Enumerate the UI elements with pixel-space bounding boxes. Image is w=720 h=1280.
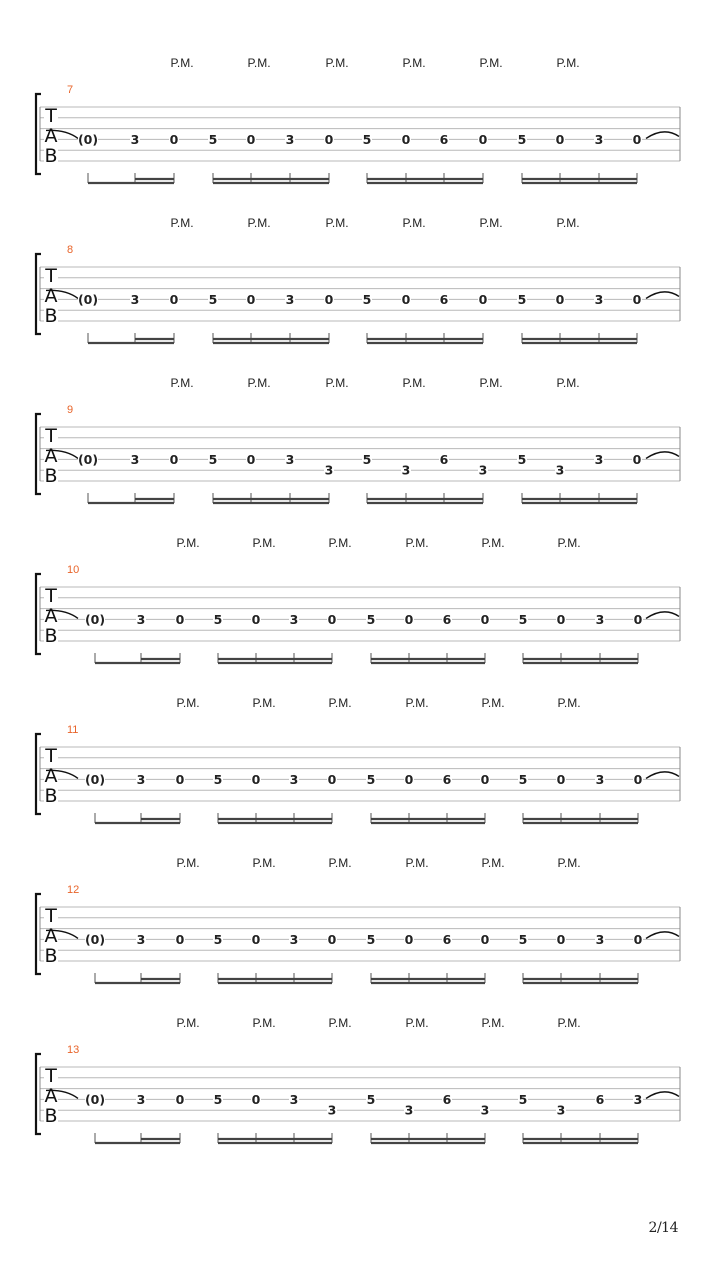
- fret-number: 5: [213, 771, 223, 787]
- fret-number: 5: [366, 771, 376, 787]
- fret-number: 0: [327, 931, 337, 947]
- fret-number: 3: [324, 462, 334, 478]
- fret-number: 0: [175, 771, 185, 787]
- palm-mute-label: P.M.: [328, 696, 352, 710]
- fret-number: 0: [632, 291, 642, 307]
- fret-number: 3: [285, 451, 295, 467]
- fret-number: 0: [169, 291, 179, 307]
- tab-clef-letter: T: [45, 905, 57, 927]
- tab-clef-letter: B: [44, 465, 58, 487]
- palm-mute-label: P.M.: [170, 376, 194, 390]
- fret-number: 5: [362, 451, 372, 467]
- tab-clef-letter: T: [45, 105, 57, 127]
- palm-mute-label: P.M.: [405, 696, 429, 710]
- fret-number: 6: [442, 931, 452, 947]
- fret-number: (0): [84, 1091, 106, 1107]
- palm-mute-label: P.M.: [402, 216, 426, 230]
- fret-number: 6: [439, 451, 449, 467]
- tie-out: [646, 772, 679, 779]
- fret-number: 5: [517, 451, 527, 467]
- tab-clef-letter: A: [44, 125, 58, 147]
- fret-number: 0: [633, 611, 643, 627]
- fret-number: 5: [517, 131, 527, 147]
- palm-mute-label: P.M.: [481, 856, 505, 870]
- tab-clef-letter: B: [44, 1105, 58, 1127]
- fret-number: 0: [169, 451, 179, 467]
- fret-number: 5: [362, 131, 372, 147]
- fret-number: 3: [401, 462, 411, 478]
- fret-number: 0: [478, 131, 488, 147]
- fret-number: 0: [404, 931, 414, 947]
- fret-number: 3: [289, 611, 299, 627]
- tab-clef-letter: B: [44, 785, 58, 807]
- fret-number: 0: [633, 771, 643, 787]
- tab-clef-letter: A: [44, 765, 58, 787]
- fret-number: 3: [478, 462, 488, 478]
- fret-number: 3: [555, 462, 565, 478]
- palm-mute-label: P.M.: [481, 536, 505, 550]
- fret-number: 5: [213, 611, 223, 627]
- fret-number: 3: [136, 771, 146, 787]
- fret-number: 0: [633, 931, 643, 947]
- fret-number: 3: [327, 1102, 337, 1118]
- fret-number: 0: [175, 1091, 185, 1107]
- tie-out: [646, 132, 679, 139]
- fret-number: 3: [136, 1091, 146, 1107]
- palm-mute-label: P.M.: [325, 56, 349, 70]
- fret-number: 5: [518, 1091, 528, 1107]
- palm-mute-label: P.M.: [328, 1016, 352, 1030]
- palm-mute-label: P.M.: [176, 856, 200, 870]
- tab-clef-letter: B: [44, 305, 58, 327]
- palm-mute-label: P.M.: [556, 56, 580, 70]
- palm-mute-label: P.M.: [556, 376, 580, 390]
- fret-number: 3: [289, 771, 299, 787]
- fret-number: (0): [84, 611, 106, 627]
- palm-mute-label: P.M.: [402, 56, 426, 70]
- palm-mute-label: P.M.: [405, 536, 429, 550]
- fret-number: 0: [251, 931, 261, 947]
- fret-number: 0: [478, 291, 488, 307]
- palm-mute-label: P.M.: [479, 56, 503, 70]
- palm-mute-label: P.M.: [247, 216, 271, 230]
- palm-mute-label: P.M.: [176, 536, 200, 550]
- fret-number: (0): [77, 291, 99, 307]
- fret-number: 3: [130, 131, 140, 147]
- fret-number: 3: [136, 931, 146, 947]
- measure-number: 8: [67, 244, 74, 256]
- palm-mute-label: P.M.: [479, 376, 503, 390]
- fret-number: 3: [130, 291, 140, 307]
- palm-mute-label: P.M.: [176, 696, 200, 710]
- fret-number: 3: [289, 931, 299, 947]
- palm-mute-label: P.M.: [405, 1016, 429, 1030]
- fret-number: 0: [169, 131, 179, 147]
- fret-number: 0: [556, 931, 566, 947]
- measure-number: 12: [67, 884, 80, 896]
- fret-number: 5: [366, 931, 376, 947]
- tab-clef-letter: T: [45, 265, 57, 287]
- palm-mute-label: P.M.: [170, 216, 194, 230]
- tab-clef-letter: A: [44, 445, 58, 467]
- page-number: 2/14: [648, 1220, 678, 1236]
- fret-number: 0: [324, 291, 334, 307]
- fret-number: 3: [136, 611, 146, 627]
- tab-clef-letter: A: [44, 925, 58, 947]
- fret-number: 0: [404, 771, 414, 787]
- fret-number: 0: [480, 931, 490, 947]
- fret-number: 0: [401, 131, 411, 147]
- tie-out: [646, 452, 679, 459]
- fret-number: 3: [285, 291, 295, 307]
- fret-number: 3: [480, 1102, 490, 1118]
- palm-mute-label: P.M.: [325, 376, 349, 390]
- tab-clef-letter: B: [44, 145, 58, 167]
- tab-clef-letter: A: [44, 1085, 58, 1107]
- tab-clef-letter: T: [45, 1065, 57, 1087]
- fret-number: 0: [555, 291, 565, 307]
- tie-out: [646, 932, 679, 939]
- fret-number: 5: [518, 771, 528, 787]
- fret-number: 3: [404, 1102, 414, 1118]
- fret-number: 6: [595, 1091, 605, 1107]
- fret-number: 5: [208, 291, 218, 307]
- fret-number: 0: [632, 131, 642, 147]
- fret-number: (0): [84, 771, 106, 787]
- fret-number: 0: [251, 771, 261, 787]
- fret-number: 0: [401, 291, 411, 307]
- fret-number: 5: [213, 931, 223, 947]
- fret-number: 5: [366, 1091, 376, 1107]
- fret-number: 3: [595, 931, 605, 947]
- tie-out: [646, 1092, 679, 1099]
- fret-number: 0: [404, 611, 414, 627]
- fret-number: 3: [285, 131, 295, 147]
- fret-number: 3: [594, 291, 604, 307]
- fret-number: 0: [632, 451, 642, 467]
- fret-number: 3: [130, 451, 140, 467]
- tab-clef-letter: B: [44, 945, 58, 967]
- measure-number: 7: [67, 84, 74, 96]
- palm-mute-label: P.M.: [481, 1016, 505, 1030]
- palm-mute-label: P.M.: [252, 1016, 276, 1030]
- tab-clef-letter: A: [44, 285, 58, 307]
- fret-number: 0: [175, 931, 185, 947]
- measure-number: 13: [67, 1044, 80, 1056]
- fret-number: 3: [289, 1091, 299, 1107]
- fret-number: 0: [246, 451, 256, 467]
- palm-mute-label: P.M.: [557, 536, 581, 550]
- fret-number: 0: [480, 771, 490, 787]
- fret-number: (0): [77, 451, 99, 467]
- tab-clef-letter: T: [45, 745, 57, 767]
- fret-number: 5: [366, 611, 376, 627]
- fret-number: 0: [175, 611, 185, 627]
- tab-clef-letter: T: [45, 585, 57, 607]
- fret-number: 0: [556, 771, 566, 787]
- palm-mute-label: P.M.: [247, 56, 271, 70]
- fret-number: 0: [324, 131, 334, 147]
- palm-mute-label: P.M.: [479, 216, 503, 230]
- measure-number: 11: [67, 724, 79, 736]
- fret-number: (0): [84, 931, 106, 947]
- palm-mute-label: P.M.: [405, 856, 429, 870]
- fret-number: 5: [518, 931, 528, 947]
- fret-number: 6: [439, 131, 449, 147]
- fret-number: 0: [251, 611, 261, 627]
- fret-number: 3: [595, 611, 605, 627]
- palm-mute-label: P.M.: [556, 216, 580, 230]
- palm-mute-label: P.M.: [176, 1016, 200, 1030]
- fret-number: 0: [480, 611, 490, 627]
- palm-mute-label: P.M.: [252, 696, 276, 710]
- palm-mute-label: P.M.: [252, 536, 276, 550]
- fret-number: 5: [362, 291, 372, 307]
- fret-number: 6: [439, 291, 449, 307]
- fret-number: 6: [442, 1091, 452, 1107]
- fret-number: 0: [251, 1091, 261, 1107]
- fret-number: 0: [327, 611, 337, 627]
- tab-clef-letter: A: [44, 605, 58, 627]
- palm-mute-label: P.M.: [557, 856, 581, 870]
- palm-mute-label: P.M.: [557, 696, 581, 710]
- fret-number: 0: [327, 771, 337, 787]
- tab-clef-letter: T: [45, 425, 57, 447]
- palm-mute-label: P.M.: [328, 536, 352, 550]
- fret-number: 3: [556, 1102, 566, 1118]
- fret-number: 5: [208, 451, 218, 467]
- fret-number: 0: [555, 131, 565, 147]
- fret-number: 0: [246, 291, 256, 307]
- tie-out: [646, 292, 679, 299]
- tie-out: [646, 612, 679, 619]
- fret-number: 6: [442, 771, 452, 787]
- fret-number: 3: [594, 131, 604, 147]
- palm-mute-label: P.M.: [557, 1016, 581, 1030]
- fret-number: 5: [517, 291, 527, 307]
- tab-clef-letter: B: [44, 625, 58, 647]
- measure-number: 9: [67, 404, 74, 416]
- fret-number: 5: [208, 131, 218, 147]
- palm-mute-label: P.M.: [325, 216, 349, 230]
- fret-number: 3: [595, 771, 605, 787]
- fret-number: 5: [518, 611, 528, 627]
- fret-number: 3: [633, 1091, 643, 1107]
- palm-mute-label: P.M.: [328, 856, 352, 870]
- fret-number: 6: [442, 611, 452, 627]
- fret-number: 3: [594, 451, 604, 467]
- fret-number: (0): [77, 131, 99, 147]
- fret-number: 0: [246, 131, 256, 147]
- palm-mute-label: P.M.: [252, 856, 276, 870]
- palm-mute-label: P.M.: [170, 56, 194, 70]
- palm-mute-label: P.M.: [247, 376, 271, 390]
- palm-mute-label: P.M.: [481, 696, 505, 710]
- fret-number: 0: [556, 611, 566, 627]
- palm-mute-label: P.M.: [402, 376, 426, 390]
- fret-number: 5: [213, 1091, 223, 1107]
- measure-number: 10: [67, 564, 80, 576]
